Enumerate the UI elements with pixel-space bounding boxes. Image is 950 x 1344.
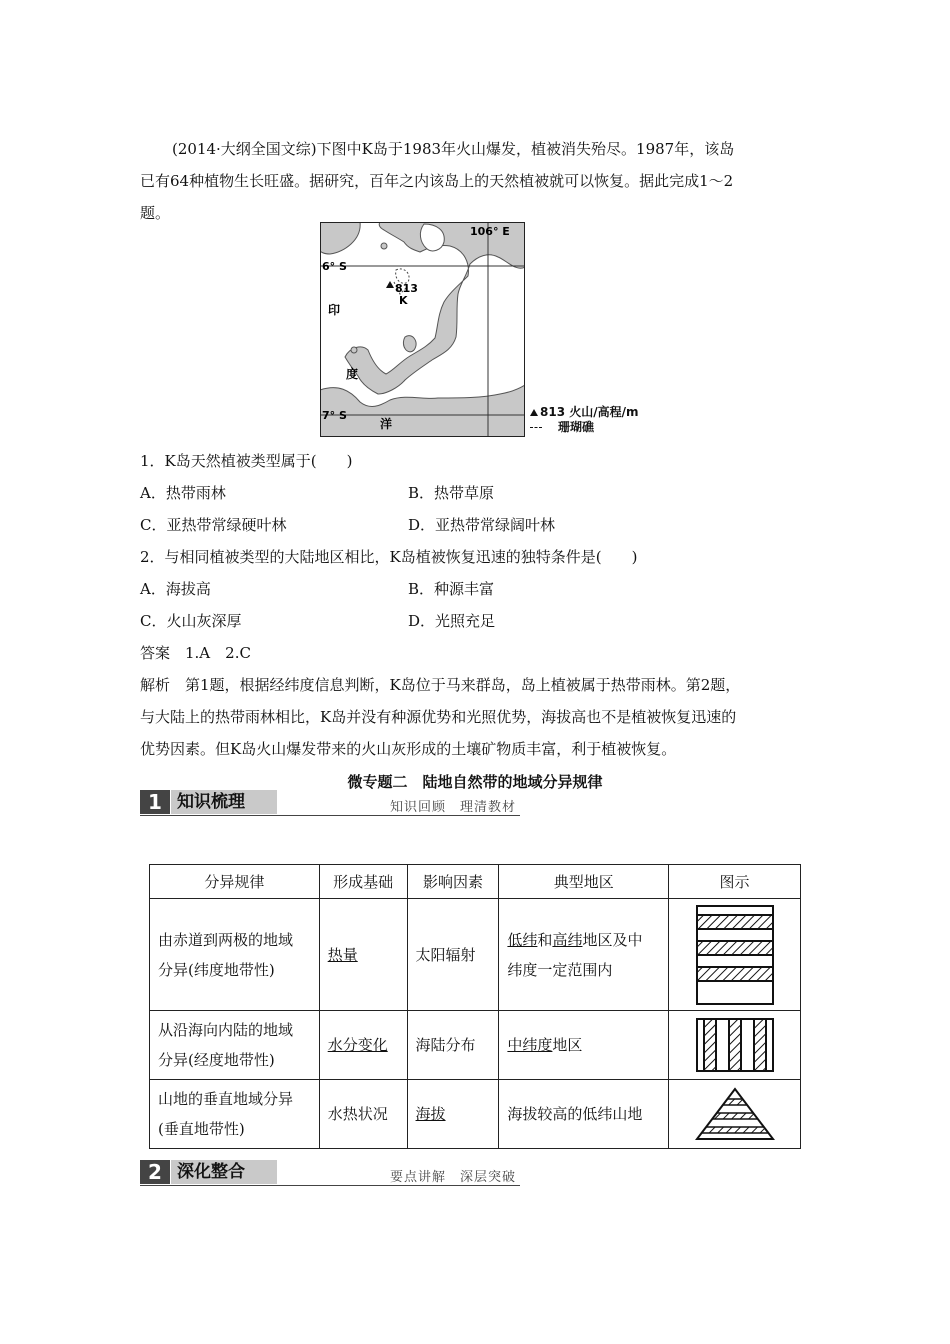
figure-cell <box>669 899 801 1011</box>
latitudinal-zonation-diagram <box>696 905 774 1005</box>
region-cell: 海拔较高的低纬山地 <box>499 1080 669 1149</box>
table-header: 图示 <box>669 865 801 899</box>
sea-char-yang: 洋 <box>380 417 393 431</box>
longitudinal-zonation-diagram <box>696 1018 774 1072</box>
latitude-label-top: 6° S <box>322 260 347 273</box>
legend-reef: 珊瑚礁 <box>530 418 594 435</box>
law-cell: 山地的垂直地域分异 (垂直地带性) <box>150 1080 320 1149</box>
basis-cell: 热量 <box>319 899 407 1011</box>
q1-option-a: A．热带雨林 <box>140 484 226 502</box>
reef-legend-icon <box>530 427 542 428</box>
table-header: 形成基础 <box>319 865 407 899</box>
q1-stem: 1．K岛天然植被类型属于( ) <box>140 452 353 470</box>
factor-cell: 太阳辐射 <box>407 899 499 1011</box>
table-row <box>150 1080 801 1149</box>
answer: 答案 1.A 2.C <box>140 644 251 662</box>
section-band-1 <box>140 790 520 814</box>
figure-cell <box>669 1011 801 1080</box>
q2-option-a: A．海拔高 <box>140 580 211 598</box>
sea-char-yin: 印 <box>328 303 341 317</box>
q1-option-c: C．亚热带常绿硬叶林 <box>140 516 287 534</box>
islet <box>351 347 357 353</box>
figure-cell <box>669 1080 801 1149</box>
island-label: K <box>399 294 408 307</box>
analysis-line-3: 优势因素。但K岛火山爆发带来的火山灰形成的土壤矿物质丰富，利于植被恢复。 <box>140 740 677 758</box>
band-title: 知识梳理 <box>171 790 277 814</box>
q2-option-b: B．种源丰富 <box>408 580 495 598</box>
law-cell: 从沿海向内陆的地域 分异(经度地带性) <box>150 1011 320 1080</box>
factor-cell: 海拔 <box>407 1080 499 1149</box>
intro-line-2: 已有64种植物生长旺盛。据研究，百年之内该岛上的天然植被就可以恢复。据此完成1～2 <box>140 172 734 190</box>
region-cell: 中纬度地区 <box>499 1011 669 1080</box>
longitude-label: 106° E <box>470 225 510 238</box>
analysis-line-1: 解析 第1题，根据经纬度信息判断，K岛位于马来群岛，岛上植被属于热带雨林。第2题， <box>140 676 741 694</box>
sea-char-du: 度 <box>346 367 359 381</box>
q2-stem: 2．与相同植被类型的大陆地区相比，K岛植被恢复迅速的独特条件是( ) <box>140 548 638 566</box>
vertical-zonation-diagram <box>695 1087 775 1141</box>
section-title: 微专题二 陆地自然带的地域分异规律 <box>347 773 603 791</box>
peak-elevation: 813 <box>395 282 418 295</box>
basis-cell: 水分变化 <box>319 1011 407 1080</box>
band-title: 深化整合 <box>171 1160 277 1184</box>
band-subtitle: 要点讲解 深层突破 <box>389 1170 516 1185</box>
q1-option-d: D．亚热带常绿阔叶林 <box>408 516 556 534</box>
legend-volcano: 813 火山/高程/m <box>530 403 639 420</box>
table-header: 影响因素 <box>407 865 499 899</box>
basis-cell: 水热状况 <box>319 1080 407 1149</box>
intro-line-1: (2014·大纲全国文综)下图中K岛于1983年火山爆发，植被消失殆尽。1987年，该岛 <box>172 140 735 158</box>
islet <box>403 336 416 352</box>
band-subtitle: 知识回顾 理清教材 <box>389 800 516 815</box>
intro-line-3: 题。 <box>140 204 171 222</box>
islet <box>381 243 387 249</box>
band-number: 2 <box>140 1160 170 1184</box>
q2-option-c: C．火山灰深厚 <box>140 612 242 630</box>
factor-cell: 海陆分布 <box>407 1011 499 1080</box>
q2-option-d: D．光照充足 <box>408 612 496 630</box>
analysis-line-2: 与大陆上的热带雨林相比，K岛并没有种源优势和光照优势，海拔高也不是植被恢复迅速的 <box>140 708 737 726</box>
zonation-table <box>149 864 801 1149</box>
k-island-map <box>320 222 525 437</box>
latitude-label-bottom: 7° S <box>322 409 347 422</box>
q1-option-b: B．热带草原 <box>408 484 495 502</box>
table-header-row <box>150 865 801 899</box>
section-band-2 <box>140 1160 520 1184</box>
band-number: 1 <box>140 790 170 814</box>
table-header: 典型地区 <box>499 865 669 899</box>
volcano-legend-icon <box>530 409 538 416</box>
region-cell: 低纬和高纬地区及中 纬度一定范围内 <box>499 899 669 1011</box>
table-row <box>150 1011 801 1080</box>
table-row <box>150 899 801 1011</box>
law-cell: 由赤道到两极的地域 分异(纬度地带性) <box>150 899 320 1011</box>
table-header: 分异规律 <box>150 865 320 899</box>
